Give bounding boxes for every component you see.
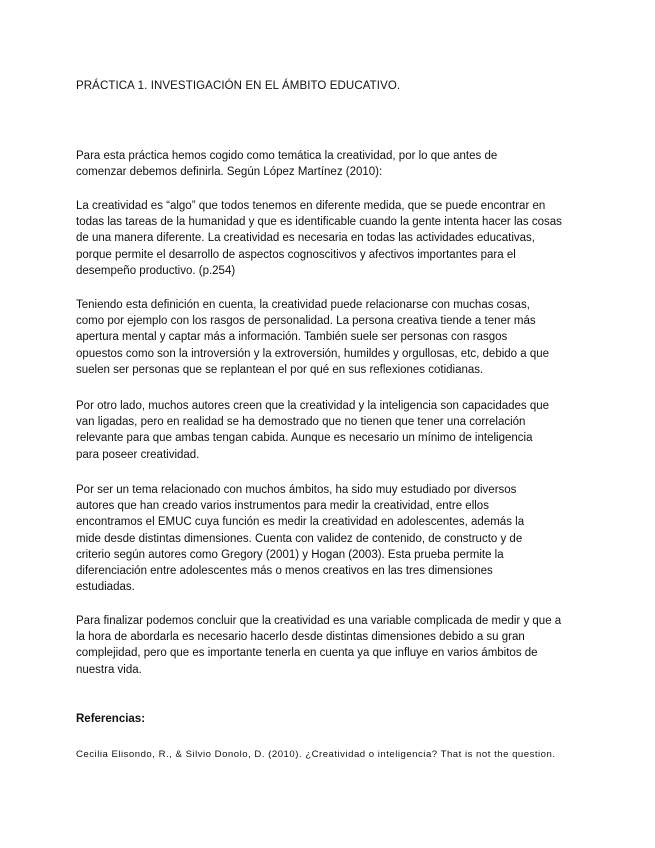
paragraph-intro <box>76 148 586 180</box>
paragraph-line: apertura mental y captar más a información. También suele ser personas con rasgos <box>76 331 508 344</box>
paragraph-line: opuestos como son la introversión y la extroversión, humildes y orgullosas, etc, debido a que <box>76 347 550 360</box>
paragraph-line: suelen ser personas que se replantean el por qué en sus reflexiones cotidianas. <box>76 363 484 376</box>
paragraph-line: Teniendo esta definición en cuenta, la creatividad puede relacionarse con muchas cosas, <box>76 299 530 311</box>
paragraph-line: como por ejemplo con los rasgos de personalidad. La persona creativa tiende a tener más <box>76 315 536 328</box>
paragraph-line: complejidad, pero que es importante tenerla en cuenta ya que influye en varios ámbitos de <box>76 647 538 660</box>
paragraph-instruments <box>76 482 586 595</box>
paragraph-intelligence <box>76 398 586 463</box>
paragraph-line: la hora de abordarla es necesario hacerlo desde distintas dimensiones debido a su gran <box>76 631 525 644</box>
reference-item: Cecilia Elisondo, R., & Silvio Donolo, D. (2010). ¿Creatividad o inteligencia? That is not the question. <box>76 749 556 760</box>
paragraph-line: porque permite el desarrollo de aspectos cognoscitivos y afectivos importantes para el <box>76 248 516 261</box>
paragraph-line: nuestra vida. <box>76 663 142 676</box>
paragraph-line: para poseer creatividad. <box>76 448 200 461</box>
paragraph-line: desempeño productivo. (p.254) <box>76 264 236 277</box>
paragraph-line: Por otro lado, muchos autores creen que la creatividad y la inteligencia son capacidades que <box>76 400 550 412</box>
document-title: PRÁCTICA 1. INVESTIGACIÓN EN EL ÁMBITO EDUCATIVO. <box>76 80 401 92</box>
paragraph-personality <box>76 297 586 378</box>
references-heading: Referencias: <box>76 713 146 725</box>
paragraph-line: criterio según autores como Gregory (2001) y Hogan (2003). Esta prueba permite la <box>76 548 504 561</box>
paragraph-line: Por ser un tema relacionado con muchos ámbitos, ha sido muy estudiado por diversos <box>76 484 517 496</box>
paragraph-line: relevante para que ambas tengan cabida. Aunque es necesario un mínimo de inteligencia <box>76 432 533 445</box>
paragraph-line: todas las tareas de la humanidad y que es identificable cuando la gente intenta hacer las cosas <box>76 216 562 229</box>
paragraph-line: La creatividad es “algo” que todos tenemos en diferente medida, que se puede encontrar en <box>76 200 546 212</box>
paragraph-line: comenzar debemos definirla. Según López Martínez (2010): <box>76 166 383 179</box>
paragraph-definition-quote <box>76 198 586 279</box>
paragraph-line: Para finalizar podemos concluir que la creatividad es una variable complicada de medir y que a <box>76 615 562 627</box>
paragraph-line: encontramos el EMUC cuya función es medir la creatividad en adolescentes, además la <box>76 516 525 529</box>
paragraph-conclusion <box>76 613 586 678</box>
paragraph-line: Para esta práctica hemos cogido como temática la creatividad, por lo que antes de <box>76 150 498 162</box>
paragraph-line: de una manera diferente. La creatividad es necesaria en todas las actividades educativas, <box>76 232 536 245</box>
paragraph-line: diferenciación entre adolescentes más o menos creativos en las tres dimensiones <box>76 565 493 578</box>
paragraph-line: autores que han creado varios instrumentos para medir la creatividad, entre ellos <box>76 500 489 513</box>
paragraph-line: estudiadas. <box>76 581 135 594</box>
paragraph-line: mide desde distintas dimensiones. Cuenta con validez de contenido, de constructo y de <box>76 532 523 545</box>
paragraph-line: van ligadas, pero en realidad se ha demostrado que no tienen que tener una correlación <box>76 416 526 429</box>
